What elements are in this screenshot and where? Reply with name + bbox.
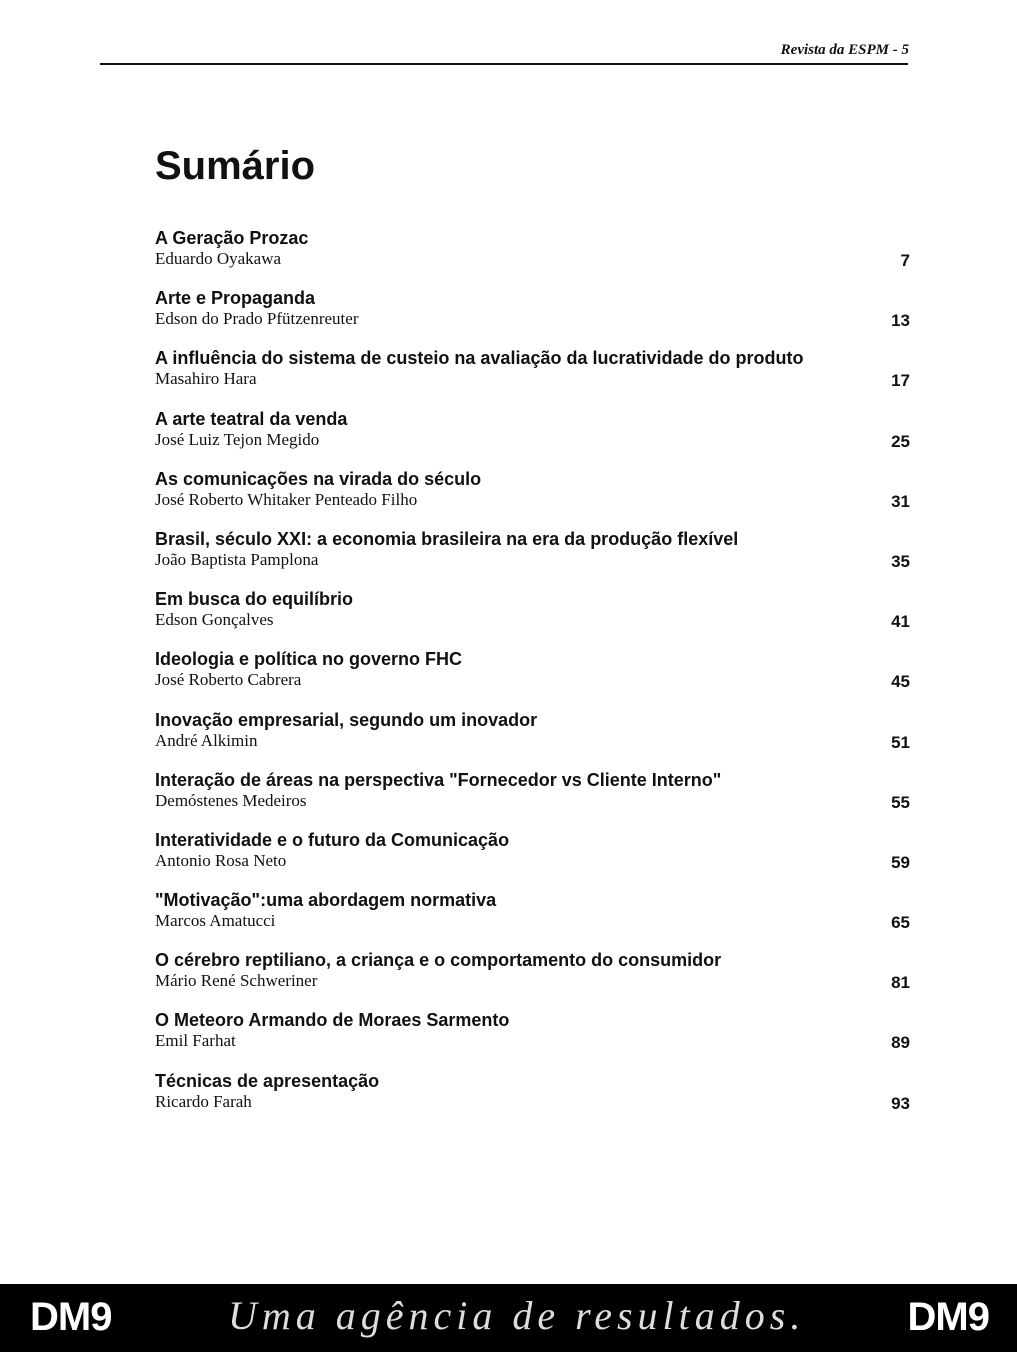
toc-entry bbox=[155, 407, 910, 467]
entry-title: Em busca do equilíbrio bbox=[155, 589, 354, 610]
toc-entry bbox=[155, 708, 910, 768]
entry-title: Inovação empresarial, segundo um inovador bbox=[155, 709, 538, 730]
entry-author: João Baptista Pamplona bbox=[155, 549, 319, 569]
entry-title: A arte teatral da venda bbox=[155, 408, 348, 429]
toc-entry bbox=[155, 286, 910, 346]
dm9-logo-right: DM9 bbox=[907, 1295, 989, 1339]
entry-page-number: 93 bbox=[891, 1093, 910, 1113]
toc-entry bbox=[155, 888, 910, 948]
entry-title: Arte e Propaganda bbox=[155, 288, 316, 309]
running-head: Revista da ESPM - 5 bbox=[780, 42, 909, 58]
entry-page-number: 51 bbox=[891, 732, 910, 752]
entry-title: Interatividade e o futuro da Comunicação bbox=[155, 829, 510, 850]
entry-title: "Motivação":uma abordagem normativa bbox=[155, 890, 497, 911]
entry-title: Brasil, século XXI: a economia brasileira na era da produção flexível bbox=[155, 528, 739, 549]
entry-page-number: 55 bbox=[891, 792, 910, 812]
entry-author: Edson do Prado Pfützenreuter bbox=[155, 309, 359, 329]
entry-page-number: 35 bbox=[891, 551, 910, 571]
entry-title: O cérebro reptiliano, a criança e o comportamento do consumidor bbox=[155, 950, 722, 971]
header-rule bbox=[100, 63, 908, 65]
entry-title: Ideologia e política no governo FHC bbox=[155, 649, 463, 670]
entry-page-number: 89 bbox=[891, 1033, 910, 1053]
toc-entry bbox=[155, 768, 910, 828]
entry-author: Ricardo Farah bbox=[155, 1091, 252, 1111]
toc-entry bbox=[155, 1069, 910, 1129]
entry-page-number: 45 bbox=[891, 672, 910, 692]
entry-title: Interação de áreas na perspectiva "Fornecedor vs Cliente Interno" bbox=[155, 769, 722, 790]
entry-page-number: 7 bbox=[900, 251, 910, 270]
entry-title: As comunicações na virada do século bbox=[155, 468, 482, 489]
entry-page-number: 25 bbox=[891, 431, 910, 451]
entry-page-number: 59 bbox=[891, 852, 910, 872]
toc-entry bbox=[155, 1008, 910, 1068]
entry-page-number: 81 bbox=[891, 973, 910, 993]
toc-entry bbox=[155, 467, 910, 527]
entry-author: Marcos Amatucci bbox=[155, 911, 276, 931]
banner-slogan: Uma agência de resultados. bbox=[228, 1293, 806, 1338]
entry-title: Técnicas de apresentação bbox=[155, 1070, 380, 1091]
entry-title: A Geração Prozac bbox=[155, 228, 309, 248]
entry-page-number: 17 bbox=[891, 371, 910, 391]
toc-entry bbox=[155, 527, 910, 587]
entry-page-number: 31 bbox=[891, 491, 910, 511]
entry-author: Emil Farhat bbox=[155, 1031, 236, 1051]
entry-author: Masahiro Hara bbox=[155, 369, 257, 389]
entry-author: José Luiz Tejon Megido bbox=[155, 429, 320, 449]
entry-author: André Alkimin bbox=[155, 730, 258, 750]
entry-author: Mário René Schweriner bbox=[155, 971, 318, 991]
entry-author: Antonio Rosa Neto bbox=[155, 850, 287, 870]
entry-author: José Roberto Whitaker Penteado Filho bbox=[155, 489, 418, 509]
dm9-logo-left: DM9 bbox=[30, 1295, 112, 1339]
entry-author: Edson Gonçalves bbox=[155, 610, 274, 630]
toc-entry bbox=[155, 587, 910, 647]
table-of-contents bbox=[155, 226, 910, 1129]
entry-author: Demóstenes Medeiros bbox=[155, 790, 307, 810]
toc-entry bbox=[155, 828, 910, 888]
toc-entry bbox=[155, 948, 910, 1008]
entry-page-number: 65 bbox=[891, 913, 910, 933]
advertisement-banner bbox=[0, 1284, 1017, 1352]
entry-author: Eduardo Oyakawa bbox=[155, 249, 282, 268]
toc-entry bbox=[155, 647, 910, 707]
page-title: Sumário bbox=[155, 144, 316, 188]
toc-entry bbox=[155, 226, 910, 286]
entry-page-number: 41 bbox=[891, 612, 910, 632]
entry-page-number: 13 bbox=[891, 311, 910, 331]
entry-title: A influência do sistema de custeio na avaliação da lucratividade do produto bbox=[155, 348, 804, 369]
entry-author: José Roberto Cabrera bbox=[155, 670, 302, 690]
toc-entry bbox=[155, 346, 910, 406]
entry-title: O Meteoro Armando de Moraes Sarmento bbox=[155, 1010, 510, 1031]
